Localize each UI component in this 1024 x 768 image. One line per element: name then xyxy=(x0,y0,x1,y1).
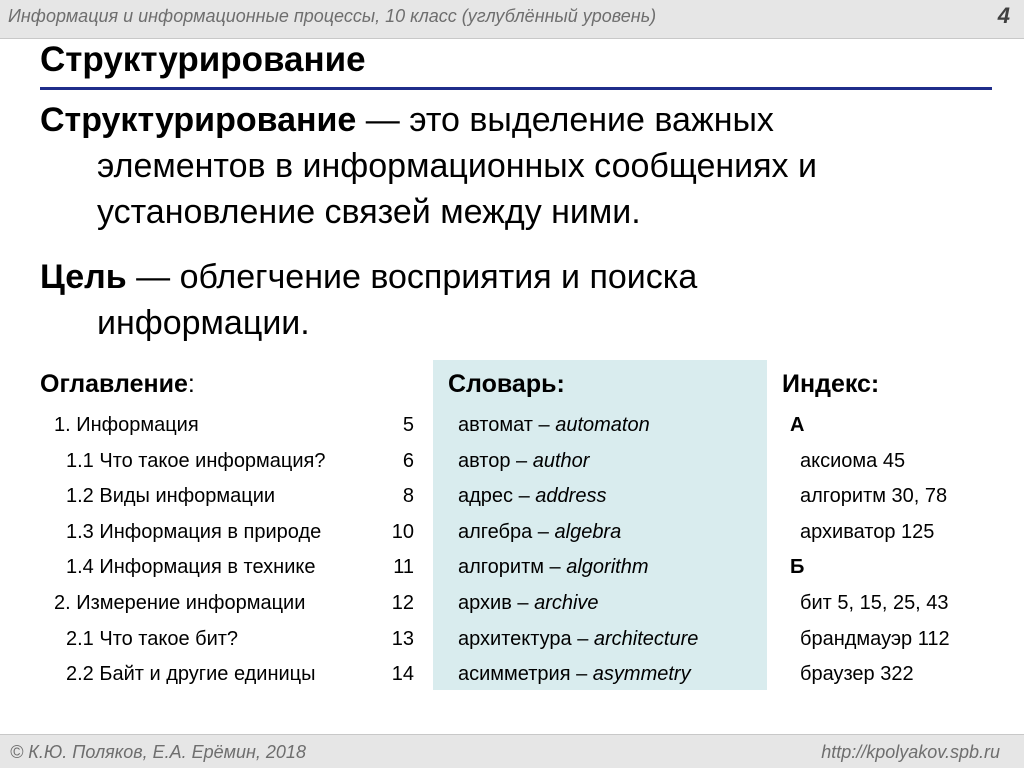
dictionary-en: address xyxy=(535,485,607,508)
dictionary-ru: алгоритм xyxy=(458,556,544,579)
dictionary-ru: архив xyxy=(458,591,512,614)
toc-heading xyxy=(40,370,195,399)
toc-item xyxy=(40,657,420,693)
index-entry: архиватор 125 xyxy=(800,520,935,543)
goal-term: Цель xyxy=(40,258,127,296)
goal-line-2: информации. xyxy=(97,304,310,342)
dictionary-separator: – xyxy=(571,627,594,650)
toc-item-title: 2.2 Байт и другие единицы xyxy=(66,663,316,686)
index-list xyxy=(790,408,950,693)
dictionary-ru: адрес xyxy=(458,485,514,508)
dictionary-heading xyxy=(448,370,565,399)
dictionary-heading-label: Словарь: xyxy=(448,370,565,398)
dictionary-separator: – xyxy=(532,520,555,543)
dictionary-item xyxy=(458,444,698,480)
toc-item xyxy=(40,586,420,622)
dictionary-ru: автомат xyxy=(458,414,533,436)
toc-item-page: 12 xyxy=(391,591,414,614)
toc-item xyxy=(40,408,420,444)
dictionary-en: asymmetry xyxy=(592,663,691,686)
dictionary-ru: асимметрия xyxy=(458,663,571,686)
dictionary-en: algebra xyxy=(554,520,622,543)
dictionary-item xyxy=(458,586,698,622)
dictionary-item xyxy=(458,622,698,658)
page-number: 4 xyxy=(997,3,1010,28)
toc-item-page: 11 xyxy=(393,556,414,579)
toc-item-title: 1. Информация xyxy=(54,414,199,436)
toc-list xyxy=(40,408,420,693)
dictionary-separator: – xyxy=(532,414,556,436)
toc-item xyxy=(40,444,420,480)
dictionary-separator: – xyxy=(543,556,567,579)
index-entry: бит 5, 15, 25, 43 xyxy=(800,591,949,614)
toc-item-page: 8 xyxy=(402,485,414,508)
index-entry: брандмауэр 112 xyxy=(800,627,950,650)
dictionary-item xyxy=(458,515,698,551)
definition-paragraph xyxy=(40,97,980,235)
definition-line-3: установление связей между ними. xyxy=(97,193,641,231)
dictionary-list xyxy=(458,408,698,693)
index-heading xyxy=(782,370,879,399)
toc-heading-colon: : xyxy=(187,370,195,398)
dictionary-separator: – xyxy=(511,591,535,614)
dictionary-en: automaton xyxy=(555,414,650,436)
toc-item xyxy=(40,515,420,551)
header-bar xyxy=(0,0,1024,39)
slide-title: Структурирование xyxy=(40,40,366,79)
index-heading-label: Индекс: xyxy=(782,370,880,398)
course-title: Информация и информационные процессы, 10 класс (углублённый уровень) xyxy=(8,6,657,26)
toc-item-page: 6 xyxy=(402,449,414,472)
toc-item xyxy=(40,479,420,515)
toc-item-page: 14 xyxy=(391,663,414,686)
dictionary-en: author xyxy=(532,449,590,472)
dictionary-ru: архитектура xyxy=(458,627,572,650)
title-underline xyxy=(40,87,992,90)
dictionary-item xyxy=(458,479,698,515)
dictionary-en: archive xyxy=(534,591,599,614)
toc-heading-label: Оглавление xyxy=(40,370,188,398)
toc-item-page: 10 xyxy=(391,520,414,543)
index-entry: аксиома 45 xyxy=(800,449,906,472)
definition-line-1-rest: — это выделение важных xyxy=(356,101,774,139)
footer-bar xyxy=(0,734,1024,768)
dictionary-item xyxy=(458,408,698,444)
toc-item xyxy=(40,550,420,586)
goal-line-1-rest: — облегчение восприятия и поиска xyxy=(126,258,698,296)
index-letter: Б xyxy=(790,556,805,579)
toc-item-title: 1.3 Информация в природе xyxy=(66,520,322,543)
toc-item-title: 2.1 Что такое бит? xyxy=(66,627,239,650)
toc-item-title: 2. Измерение информации xyxy=(54,591,306,614)
copyright: © К.Ю. Поляков, Е.А. Ерёмин, 2018 xyxy=(10,742,306,762)
toc-item xyxy=(40,622,420,658)
dictionary-item xyxy=(458,550,698,586)
site-url: http://kpolyakov.spb.ru xyxy=(821,742,1000,762)
dictionary-separator: – xyxy=(513,485,536,508)
definition-line-2: элементов в информационных сообщениях и xyxy=(97,147,817,185)
dictionary-en: architecture xyxy=(593,627,699,650)
dictionary-en: algorithm xyxy=(566,556,649,579)
definition-line-1 xyxy=(40,97,980,143)
index-entry: алгоритм 30, 78 xyxy=(800,485,948,508)
dictionary-ru: алгебра xyxy=(458,520,533,543)
toc-item-title: 1.2 Виды информации xyxy=(66,485,276,508)
goal-paragraph xyxy=(40,254,980,346)
dictionary-item xyxy=(458,657,698,693)
dictionary-separator: – xyxy=(570,663,593,686)
goal-line-1 xyxy=(40,254,980,300)
toc-item-page: 13 xyxy=(391,627,414,650)
toc-item-page: 5 xyxy=(402,414,414,436)
toc-item-title: 1.4 Информация в технике xyxy=(66,556,316,579)
toc-item-title: 1.1 Что такое информация? xyxy=(66,449,326,472)
index-entry: браузер 322 xyxy=(800,663,914,686)
definition-term: Структурирование xyxy=(40,101,357,139)
dictionary-separator: – xyxy=(510,449,533,472)
dictionary-ru: автор xyxy=(458,449,511,472)
index-letter: А xyxy=(790,414,805,436)
